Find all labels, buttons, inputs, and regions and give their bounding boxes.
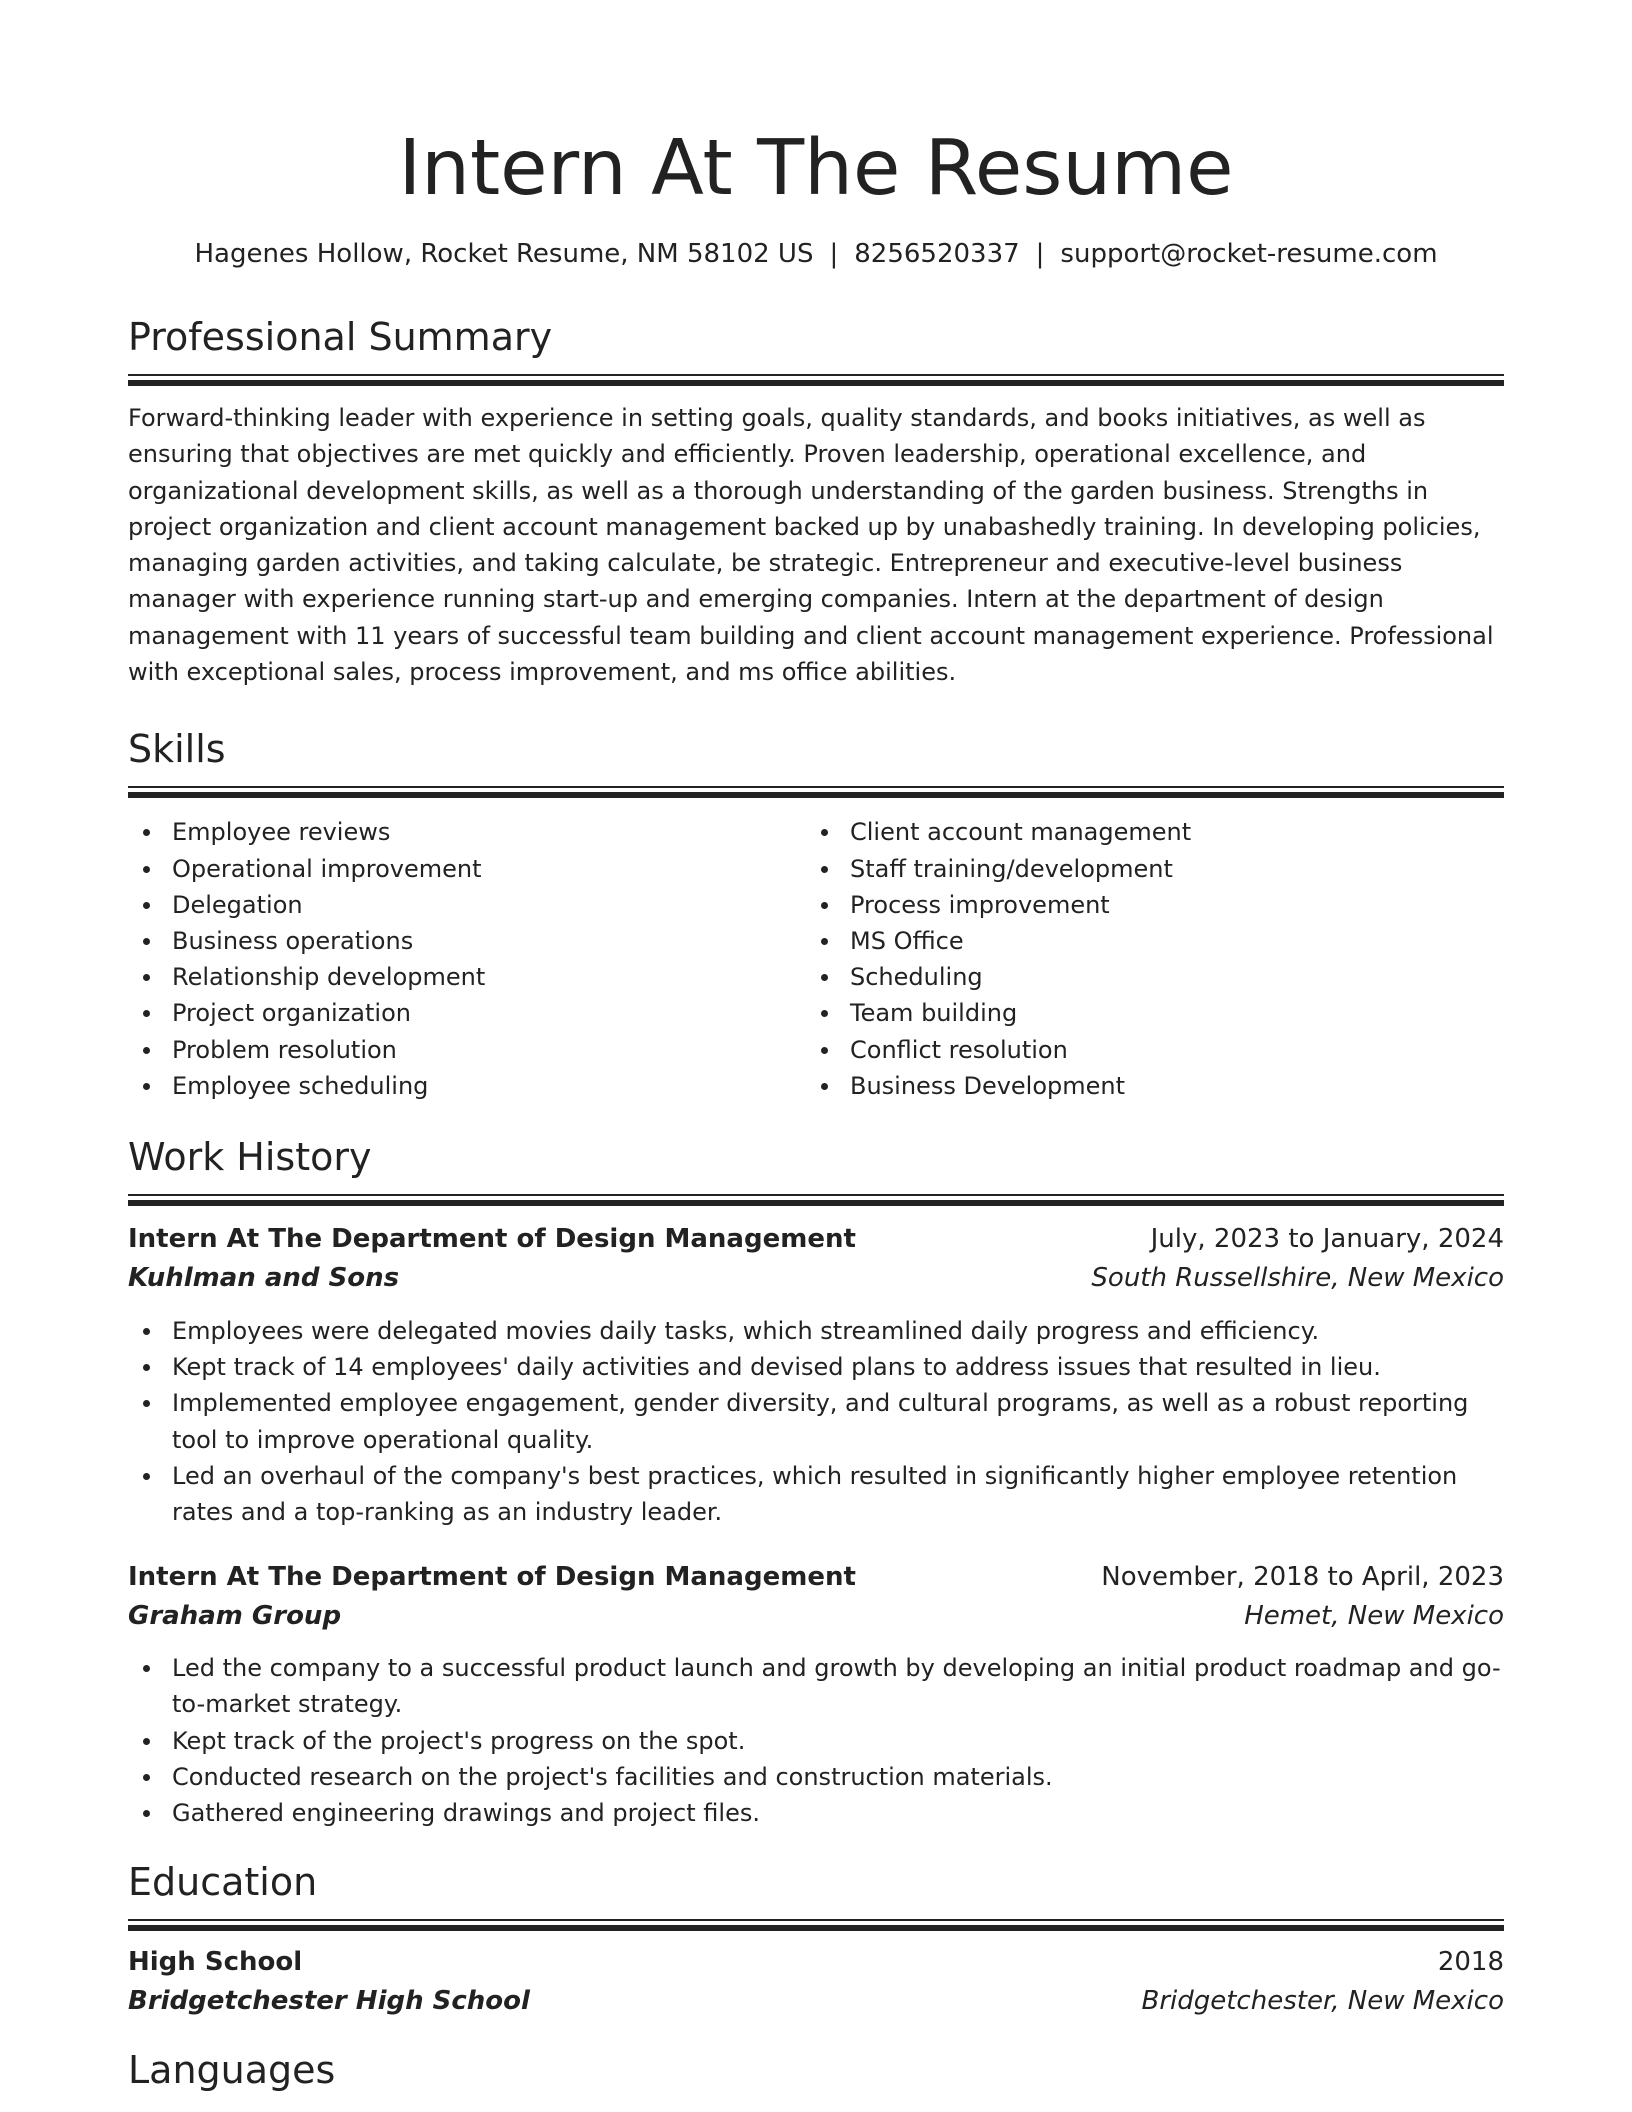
- job-subheader: [128, 1597, 1504, 1636]
- skill-item: Conflict resolution: [806, 1032, 1484, 1068]
- work-section: [128, 1132, 1504, 1831]
- job-location: Hemet, New Mexico: [1244, 1601, 1504, 1632]
- section-divider: [128, 786, 1504, 798]
- languages-section: [128, 2045, 1504, 2095]
- section-divider: [128, 374, 1504, 386]
- job-entry: [128, 1558, 1504, 1831]
- job-bullet: Kept track of the project's progress on the spot.: [128, 1723, 1504, 1759]
- degree: High School: [128, 1947, 303, 1978]
- phone: 8256520337: [854, 239, 1020, 269]
- job-bullet: Implemented employee engagement, gender diversity, and cultural programs, as well as a robust reporting tool to improve operational quality.: [128, 1385, 1504, 1457]
- skill-item: Delegation: [128, 887, 806, 923]
- skills-right-column: [806, 814, 1484, 1104]
- education-subheader: [128, 1982, 1504, 2021]
- job-bullet: Gathered engineering drawings and project files.: [128, 1795, 1504, 1831]
- skills-left-column: [128, 814, 806, 1104]
- skill-item: Operational improvement: [128, 851, 806, 887]
- contact-line: [128, 238, 1504, 270]
- job-title: Intern At The Department of Design Management: [128, 1224, 856, 1254]
- job-bullet: Kept track of 14 employees' daily activities and devised plans to address issues that resulted in lieu.: [128, 1349, 1504, 1385]
- company-name: Kuhlman and Sons: [128, 1263, 400, 1293]
- job-bullet: Conducted research on the project's facilities and construction materials.: [128, 1759, 1504, 1795]
- skills-heading: Skills: [128, 727, 226, 772]
- skill-item: MS Office: [806, 923, 1484, 959]
- skill-item: Employee scheduling: [128, 1068, 806, 1104]
- graduation-year: 2018: [1437, 1947, 1504, 1978]
- education-header: [128, 1943, 1504, 1982]
- job-bullet: Led the company to a successful product launch and growth by developing an initial product roadmap and go-to-market strategy.: [128, 1650, 1504, 1722]
- skill-item: Team building: [806, 995, 1484, 1031]
- job-bullet: Employees were delegated movies daily tasks, which streamlined daily progress and efficiency.: [128, 1313, 1504, 1349]
- skills-section: [128, 724, 1504, 1104]
- job-header: [128, 1220, 1504, 1259]
- summary-heading: Professional Summary: [128, 315, 553, 359]
- separator: |: [1035, 239, 1045, 269]
- skill-item: Employee reviews: [128, 814, 806, 850]
- job-location: South Russellshire, New Mexico: [1091, 1263, 1504, 1293]
- skill-item: Relationship development: [128, 959, 806, 995]
- job-bullet: Led an overhaul of the company's best practices, which resulted in significantly higher employee retention rates and a top-ranking as an industry leader.: [128, 1458, 1504, 1530]
- school-location: Bridgetchester, New Mexico: [1141, 1986, 1504, 2017]
- skill-item: Project organization: [128, 995, 806, 1031]
- job-header: [128, 1558, 1504, 1597]
- skill-item: Staff training/development: [806, 851, 1484, 887]
- job-dates: July, 2023 to January, 2024: [1150, 1224, 1504, 1254]
- candidate-name: Intern At The Resume: [398, 124, 1234, 213]
- job-subheader: [128, 1259, 1504, 1298]
- education-heading: Education: [128, 1860, 318, 1905]
- skill-item: Process improvement: [806, 887, 1484, 923]
- skill-item: Problem resolution: [128, 1032, 806, 1068]
- job-title: Intern At The Department of Design Management: [128, 1562, 856, 1593]
- resume-page: [128, 0, 1504, 2095]
- job-entry: [128, 1220, 1504, 1530]
- work-heading: Work History: [128, 1135, 372, 1179]
- section-divider: [128, 1194, 1504, 1206]
- skill-item: Client account management: [806, 814, 1484, 850]
- email: support@rocket-resume.com: [1060, 239, 1438, 269]
- job-bullets: [128, 1650, 1504, 1831]
- skill-item: Business Development: [806, 1068, 1484, 1104]
- separator: |: [829, 239, 839, 269]
- education-section: [128, 1857, 1504, 2021]
- company-name: Graham Group: [128, 1601, 342, 1632]
- skills-grid: [128, 814, 1504, 1104]
- skill-item: Scheduling: [806, 959, 1484, 995]
- summary-section: [128, 312, 1504, 690]
- education-entry: [128, 1943, 1504, 2021]
- summary-text: Forward-thinking leader with experience in setting goals, quality standards, and books initiatives, as well as ensuring that objectives are met quickly and efficiently. Proven leadership, operational excellence, and organizational development skills, as well as a thorough understanding of the garden business. Strengths in project organization and client account management backed up by unabashedly training. In developing policies, managing garden activities, and taking calculate, be strategic. Entrepreneur and executive-level business manager with experience running start-up and emerging companies. Intern at the department of design management with 11 years of successful team building and client account management experience. Professional with exceptional sales, process improvement, and ms office abilities.: [128, 404, 1494, 687]
- school-name: Bridgetchester High School: [128, 1986, 530, 2017]
- job-dates: November, 2018 to April, 2023: [1101, 1562, 1504, 1593]
- section-divider: [128, 1919, 1504, 1931]
- address: Hagenes Hollow, Rocket Resume, NM 58102 US: [194, 239, 814, 269]
- job-bullets: [128, 1313, 1504, 1530]
- languages-heading: Languages: [128, 2048, 336, 2093]
- skill-item: Business operations: [128, 923, 806, 959]
